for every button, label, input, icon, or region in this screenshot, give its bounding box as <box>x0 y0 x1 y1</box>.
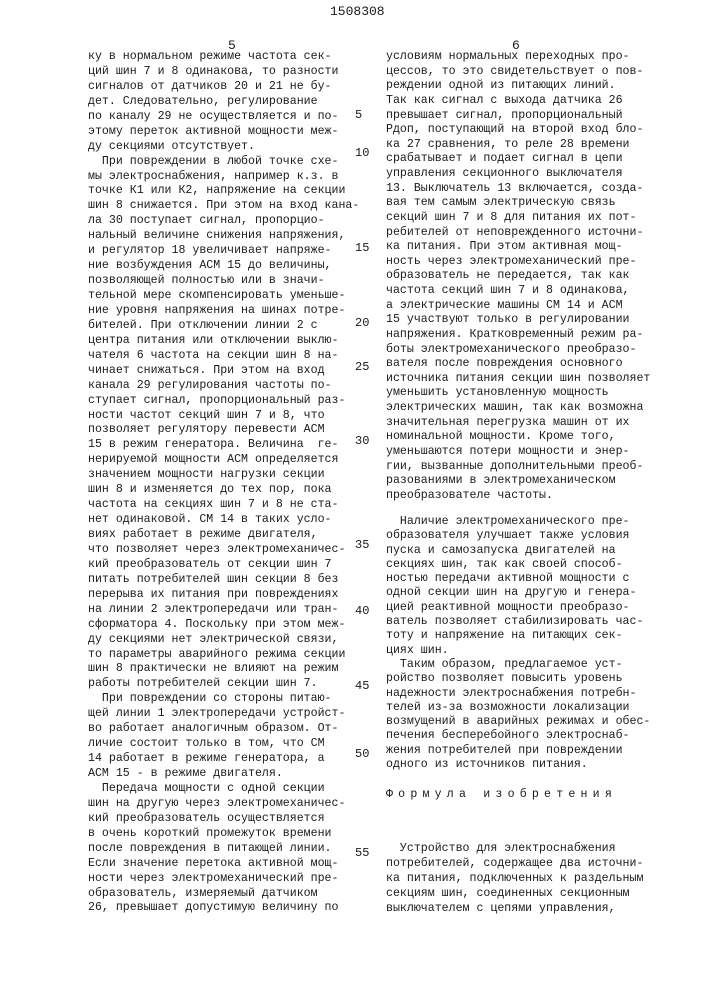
line-marker: 10 <box>355 146 369 160</box>
left-text-column <box>88 50 359 916</box>
text-line: кий преобразователь от секции шин 7 <box>88 558 359 573</box>
line-marker: 50 <box>355 747 369 761</box>
text-line: ка 27 сравнения, то реле 28 времени <box>386 138 650 153</box>
text-line: Таким образом, предлагаемое уст- <box>386 658 650 672</box>
text-line: пуска и самозапуска двигателей на <box>386 544 650 558</box>
right-text-column-part-2 <box>386 515 650 772</box>
page-number-right: 6 <box>512 38 520 53</box>
text-line: ка питания, подключенных к раздельным <box>386 871 643 886</box>
text-line: и регулятор 18 увеличивает напряже- <box>88 244 359 259</box>
text-line: ребителей от неповрежденного источни- <box>386 226 650 241</box>
text-line: значительная перегрузка машин от их <box>386 416 650 431</box>
text-line: работы потребителей секции шин 7. <box>88 677 359 692</box>
text-line: частота на секциях шин 7 и 8 не ста- <box>88 498 359 513</box>
text-line: виях работает в режиме двигателя, <box>88 528 359 543</box>
text-line: электрических машин, так как возможна <box>386 401 650 416</box>
text-line: вателя после повреждения основного <box>386 357 650 372</box>
text-line: ла 30 поступает сигнал, пропорцио- <box>88 214 359 229</box>
line-marker: 55 <box>355 846 369 860</box>
text-line: ности через электромеханический пре- <box>88 872 359 887</box>
text-line: Если значение перетока активной мощ- <box>88 857 359 872</box>
text-line: ние уровня напряжения на шинах потре- <box>88 304 359 319</box>
text-line: ватель позволяет стабилизировать час- <box>386 615 650 629</box>
text-line: центра питания или отключении выклю- <box>88 334 359 349</box>
text-line: после повреждения в питающей линии. <box>88 842 359 857</box>
text-line: цией реактивной мощности преобразо- <box>386 601 650 615</box>
text-line: точке К1 или К2, напряжение на секции <box>88 184 359 199</box>
text-line: ройство позволяет повысить уровень <box>386 672 650 686</box>
patent-number: 1508308 <box>330 4 385 19</box>
text-line: секций шин 7 и 8 для питания их пот- <box>386 211 650 226</box>
text-line: потребителей, содержащее два источни- <box>386 856 643 871</box>
text-line: чинает снижаться. При этом на вход <box>88 364 359 379</box>
text-line: Наличие электромеханического пре- <box>386 515 650 529</box>
text-line: 14 работает в режиме генератора, а <box>88 752 359 767</box>
text-line: При повреждении со стороны питаю- <box>88 692 359 707</box>
text-line: одного из источников питания. <box>386 758 650 772</box>
line-marker: 25 <box>355 360 369 374</box>
text-line: частота секций шин 7 и 8 одинакова, <box>386 284 650 299</box>
text-line: по каналу 29 не осуществляется и по- <box>88 110 359 125</box>
text-line: во работает аналогичным образом. От- <box>88 722 359 737</box>
text-line: образователь не передается, так как <box>386 269 650 284</box>
text-line: уменьшить установленную мощность <box>386 386 650 401</box>
text-line: щей линии 1 электропередачи устройст- <box>88 707 359 722</box>
text-line: вая тем самым электрическую связь <box>386 196 650 211</box>
text-line: мы электроснабжения, например к.з. в <box>88 170 359 185</box>
line-marker: 40 <box>355 604 369 618</box>
text-line: 15 участвуют только в регулировании <box>386 313 650 328</box>
text-line: цессов, то это свидетельствует о пов- <box>386 65 650 80</box>
text-line: Так как сигнал с выхода датчика 26 <box>386 94 650 109</box>
text-line: одной секции шин на другую и генера- <box>386 586 650 600</box>
text-line: ку в нормальном режиме частота сек- <box>88 50 359 65</box>
claims-text <box>386 841 643 916</box>
text-line: печения бесперебойного электроснаб- <box>386 729 650 743</box>
text-line: разованиями в электромеханическом <box>386 474 650 489</box>
text-line: шин 8 снижается. При этом на вход кана- <box>88 199 359 214</box>
text-line: Передача мощности с одной секции <box>88 782 359 797</box>
text-line: Pдоп, поступающий на второй вход бло- <box>386 123 650 138</box>
text-line: срабатывает и подает сигнал в цепи <box>386 152 650 167</box>
text-line: тоту и напряжение на питающих сек- <box>386 629 650 643</box>
text-line: что позволяет через электромеханичес- <box>88 543 359 558</box>
text-line: 13. Выключатель 13 включается, созда- <box>386 182 650 197</box>
text-line: в очень короткий промежуток времени <box>88 827 359 842</box>
text-line: ка питания. При этом активная мощ- <box>386 240 650 255</box>
text-line: реждении одной из питающих линий. <box>386 79 650 94</box>
text-line: возмущений в аварийных режимах и обес- <box>386 715 650 729</box>
text-line: дет. Следовательно, регулирование <box>88 95 359 110</box>
text-line: позволяющей полностью или в значи- <box>88 274 359 289</box>
text-line: Устройство для электроснабжения <box>386 841 643 856</box>
text-line: 26, превышает допустимую величину по <box>88 901 359 916</box>
text-line: ность через электромеханический пре- <box>386 255 650 270</box>
text-line: телей из-за возможности локализации <box>386 701 650 715</box>
text-line: тельной мере скомпенсировать уменьше- <box>88 289 359 304</box>
text-line: ду секциями нет электрической связи, <box>88 633 359 648</box>
text-line: боты электромеханического преобразо- <box>386 343 650 358</box>
text-line: выключателем с цепями управления, <box>386 901 643 916</box>
text-line: кий преобразователь осуществляется <box>88 812 359 827</box>
text-line: секциям шин, соединенных секционным <box>386 886 643 901</box>
text-line: источника питания секции шин позволяет <box>386 372 650 387</box>
text-line: нет одинаковой. СМ 14 в таких усло- <box>88 513 359 528</box>
text-line: а электрические машины СМ 14 и АСМ <box>386 299 650 314</box>
text-line: секциях шин, так как своей способ- <box>386 558 650 572</box>
text-line: надежности электроснабжения потребн- <box>386 687 650 701</box>
text-line: канала 29 регулирования частоты по- <box>88 379 359 394</box>
line-marker: 35 <box>355 538 369 552</box>
text-line: на линии 2 электропередачи или тран- <box>88 603 359 618</box>
text-line: шин 8 и изменяется до тех пор, пока <box>88 483 359 498</box>
text-line: личие состоит только в том, что СМ <box>88 737 359 752</box>
text-line: превышает сигнал, пропорциональный <box>386 109 650 124</box>
text-line: ности частот секций шин 7 и 8, что <box>88 409 359 424</box>
text-line: чателя 6 частота на секции шин 8 на- <box>88 349 359 364</box>
text-line: уменьшаются потери мощности и энер- <box>386 445 650 460</box>
text-line: ду секциями отсутствует. <box>88 140 359 155</box>
text-line: жения потребителей при повреждении <box>386 744 650 758</box>
line-marker: 30 <box>355 434 369 448</box>
text-line: ций шин 7 и 8 одинакова, то разности <box>88 65 359 80</box>
text-line: 15 в режим генератора. Величина ге- <box>88 438 359 453</box>
line-marker: 45 <box>355 679 369 693</box>
text-line: то параметры аварийного режима секции <box>88 648 359 663</box>
line-marker: 15 <box>355 241 369 255</box>
text-line: нерируемой мощности АСМ определяется <box>88 453 359 468</box>
text-line: перерыва их питания при повреждениях <box>88 588 359 603</box>
text-line: сигналов от датчиков 20 и 21 не бу- <box>88 80 359 95</box>
text-line: этому переток активной мощности меж- <box>88 125 359 140</box>
text-line: номинальной мощности. Кроме того, <box>386 430 650 445</box>
text-line: управления секционного выключателя <box>386 167 650 182</box>
text-line: ностью передачи активной мощности с <box>386 572 650 586</box>
text-line: При повреждении в любой точке схе- <box>88 155 359 170</box>
text-line: позволяет регулятору перевести АСМ <box>88 423 359 438</box>
text-line: шин на другую через электромеханичес- <box>88 797 359 812</box>
text-line: ние возбуждения АСМ 15 до величины, <box>88 259 359 274</box>
text-line: питать потребителей шин секции 8 без <box>88 573 359 588</box>
text-line: значением мощности нагрузки секции <box>88 468 359 483</box>
text-line: условиям нормальных переходных про- <box>386 50 650 65</box>
text-line: бителей. При отключении линии 2 с <box>88 319 359 334</box>
page-number-left: 5 <box>228 38 236 53</box>
line-marker: 20 <box>355 316 369 330</box>
text-line: образователь, измеряемый датчиком <box>88 887 359 902</box>
text-line: шин 8 практически не влияют на режим <box>88 662 359 677</box>
text-line: циях шин. <box>386 644 650 658</box>
text-line: преобразователе частоты. <box>386 489 650 504</box>
text-line: нальный величине снижения напряжения, <box>88 229 359 244</box>
text-line: ступает сигнал, пропорциональный раз- <box>88 394 359 409</box>
text-line: образователя улучшает также условия <box>386 529 650 543</box>
text-line: сформатора 4. Поскольку при этом меж- <box>88 618 359 633</box>
formula-heading: Формула изобретения <box>386 788 617 801</box>
text-line: гии, вызванные дополнительными преоб- <box>386 460 650 475</box>
text-line: АСМ 15 - в режиме двигателя. <box>88 767 359 782</box>
text-line: напряжения. Кратковременный режим ра- <box>386 328 650 343</box>
right-text-column-part-1 <box>386 50 650 503</box>
line-marker: 5 <box>355 108 362 122</box>
